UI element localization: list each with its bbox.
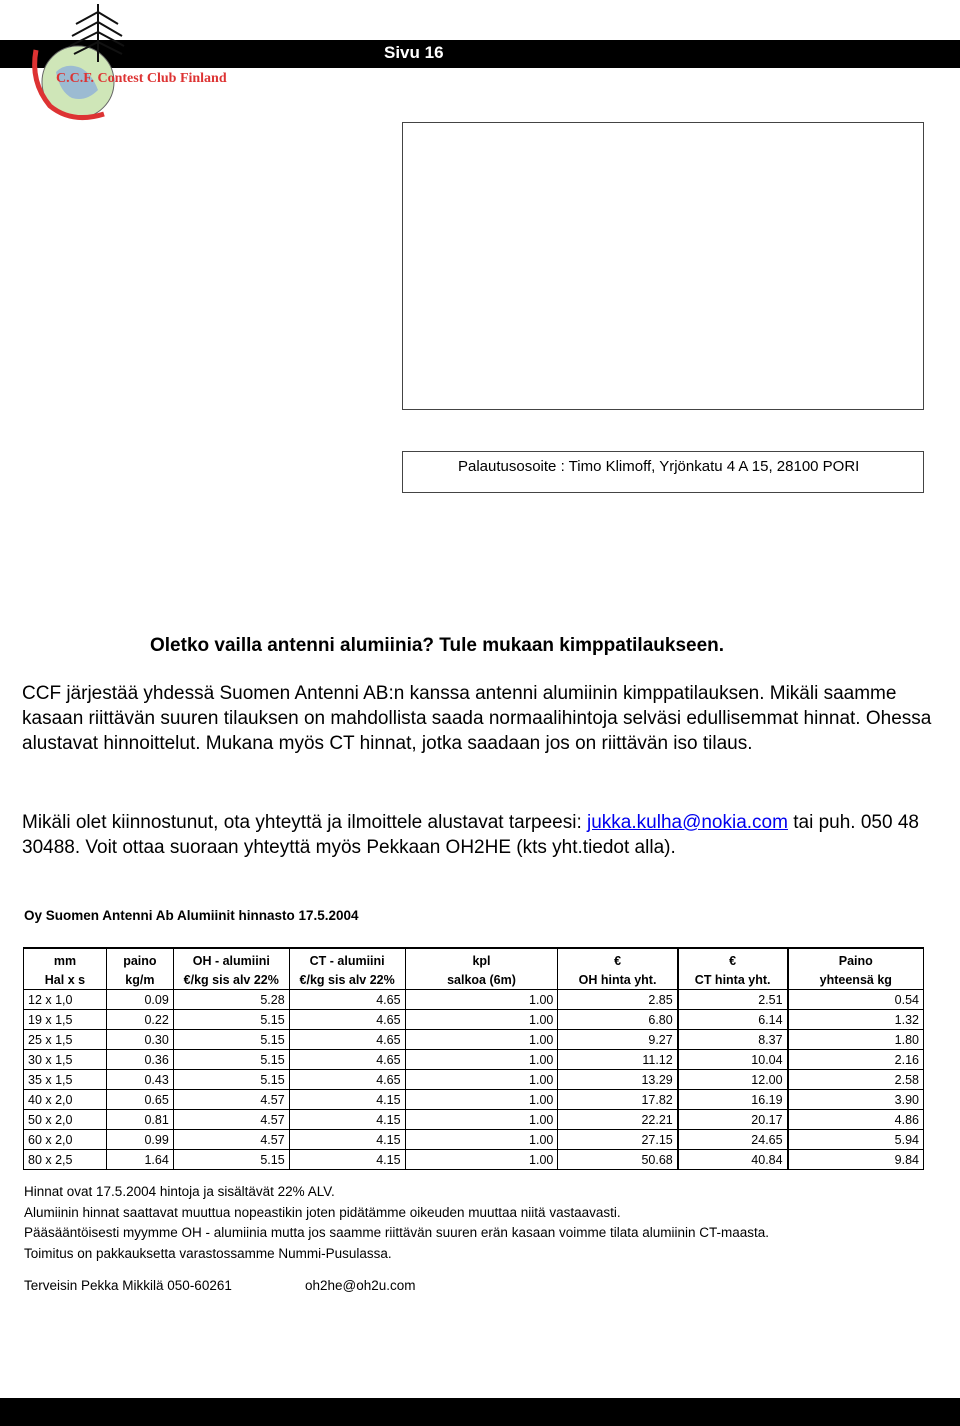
- table-row: [24, 1110, 924, 1130]
- table-cell: 6.14: [678, 1010, 788, 1030]
- col-header: mm: [24, 948, 107, 970]
- table-cell: 27.15: [558, 1130, 678, 1150]
- table-cell: 11.12: [558, 1050, 678, 1070]
- table-cell: 60 x 2,0: [24, 1130, 107, 1150]
- table-cell: 5.28: [173, 990, 289, 1010]
- table-cell: 9.84: [788, 1150, 924, 1170]
- table-cell: 1.00: [405, 1070, 558, 1090]
- header-bar: [0, 40, 960, 68]
- col-subheader: salkoa (6m): [405, 970, 558, 990]
- table-cell: 40 x 2,0: [24, 1090, 107, 1110]
- table-cell: 12.00: [678, 1070, 788, 1090]
- table-cell: 1.80: [788, 1030, 924, 1050]
- table-cell: 13.29: [558, 1070, 678, 1090]
- table-cell: 1.00: [405, 1090, 558, 1110]
- table-cell: 5.15: [173, 1030, 289, 1050]
- table-cell: 2.85: [558, 990, 678, 1010]
- table-cell: 0.54: [788, 990, 924, 1010]
- table-cell: 4.65: [289, 1070, 405, 1090]
- table-cell: 5.94: [788, 1130, 924, 1150]
- table-cell: 1.00: [405, 1050, 558, 1070]
- table-cell: 1.32: [788, 1010, 924, 1030]
- table-cell: 4.65: [289, 1010, 405, 1030]
- table-cell: 3.90: [788, 1090, 924, 1110]
- table-cell: 19 x 1,5: [24, 1010, 107, 1030]
- table-cell: 1.00: [405, 1110, 558, 1130]
- table-cell: 4.15: [289, 1150, 405, 1170]
- note-line: Pääsääntöisesti myymme OH - alumiinia mutta jos saamme riittävän suuren erän kasaan voimme tilata alumiinin CT-maasta.: [24, 1225, 770, 1240]
- image-placeholder-box: [402, 122, 924, 410]
- table-header-row-2: [24, 970, 924, 990]
- table-header-row-1: [24, 948, 924, 970]
- col-header: CT - alumiini: [289, 948, 405, 970]
- table-cell: 30 x 1,5: [24, 1050, 107, 1070]
- col-header: kpl: [405, 948, 558, 970]
- table-row: [24, 1050, 924, 1070]
- table-cell: 35 x 1,5: [24, 1070, 107, 1090]
- signature-email: oh2he@oh2u.com: [305, 1278, 416, 1293]
- table-cell: 4.57: [173, 1130, 289, 1150]
- col-subheader: €/kg sis alv 22%: [289, 970, 405, 990]
- table-cell: 0.81: [106, 1110, 173, 1130]
- table-row: [24, 1150, 924, 1170]
- table-cell: 4.57: [173, 1110, 289, 1130]
- paragraph-2-tail: tai puh. 050 48 30488. Voit ottaa suoraan yhteyttä myös Pekkaan OH2HE (kts yht.tiedot alla).: [22, 812, 919, 858]
- table-cell: 0.43: [106, 1070, 173, 1090]
- table-cell: 6.80: [558, 1010, 678, 1030]
- table-cell: 5.15: [173, 1070, 289, 1090]
- table-cell: 25 x 1,5: [24, 1030, 107, 1050]
- table-cell: 16.19: [678, 1090, 788, 1110]
- table-row: [24, 1130, 924, 1150]
- table-cell: 1.00: [405, 1010, 558, 1030]
- table-cell: 0.99: [106, 1130, 173, 1150]
- article-headline: Oletko vailla antenni alumiinia? Tule mukaan kimppatilaukseen.: [150, 635, 725, 656]
- table-cell: 4.57: [173, 1090, 289, 1110]
- col-header: €: [678, 948, 788, 970]
- paragraph-2-text: Mikäli olet kiinnostunut, ota yhteyttä ja ilmoittele alustavat tarpeesi:: [22, 812, 588, 833]
- price-notes: [24, 1182, 769, 1264]
- col-header: Paino: [788, 948, 924, 970]
- table-cell: 8.37: [678, 1030, 788, 1050]
- table-cell: 1.00: [405, 1130, 558, 1150]
- table-row: [24, 990, 924, 1010]
- table-cell: 4.15: [289, 1110, 405, 1130]
- note-line: Toimitus on pakkauksetta varastossamme Nummi-Pusulassa.: [24, 1245, 392, 1261]
- contact-email-link[interactable]: jukka.kulha@nokia.com: [587, 812, 788, 833]
- table-cell: 5.15: [173, 1010, 289, 1030]
- article-paragraph-1: CCF järjestää yhdessä Suomen Antenni AB:n kanssa antenni alumiinin kimppatilauksen. Mikäli saamme kasaan riittävän suuren tilauksen on mahdollista saada normaalihintoja selväsi edullisemmat hinnat. Ohessa alustavat hinnoittelut. Mukana myös CT hinnat, jotka saadaan jos on riittävän iso tilaus.: [22, 683, 932, 754]
- table-cell: 2.16: [788, 1050, 924, 1070]
- table-cell: 1.64: [106, 1150, 173, 1170]
- table-cell: 4.86: [788, 1110, 924, 1130]
- table-cell: 40.84: [678, 1150, 788, 1170]
- table-cell: 17.82: [558, 1090, 678, 1110]
- table-cell: 5.15: [173, 1050, 289, 1070]
- ccf-logo: [26, 2, 227, 122]
- table-cell: 10.04: [678, 1050, 788, 1070]
- col-subheader: OH hinta yht.: [558, 970, 678, 990]
- footer-bar: [0, 1398, 960, 1426]
- col-header: €: [558, 948, 678, 970]
- table-cell: 2.58: [788, 1070, 924, 1090]
- table-cell: 0.22: [106, 1010, 173, 1030]
- table-cell: 4.15: [289, 1130, 405, 1150]
- table-row: [24, 1030, 924, 1050]
- return-address: Palautusosoite : Timo Klimoff, Yrjönkatu 4 A 15, 28100 PORI: [458, 458, 860, 475]
- table-cell: 5.15: [173, 1150, 289, 1170]
- table-cell: 0.65: [106, 1090, 173, 1110]
- table-row: [24, 1010, 924, 1030]
- price-table-title: Oy Suomen Antenni Ab Alumiinit hinnasto 17.5.2004: [24, 908, 359, 923]
- table-cell: 24.65: [678, 1130, 788, 1150]
- col-subheader: Hal x s: [24, 970, 107, 990]
- table-cell: 4.65: [289, 1050, 405, 1070]
- table-cell: 22.21: [558, 1110, 678, 1130]
- table-cell: 2.51: [678, 990, 788, 1010]
- page-number: Sivu 16: [384, 43, 444, 62]
- table-cell: 50 x 2,0: [24, 1110, 107, 1130]
- signature: Terveisin Pekka Mikkilä 050-60261: [24, 1278, 232, 1293]
- table-cell: 0.30: [106, 1030, 173, 1050]
- table-cell: 9.27: [558, 1030, 678, 1050]
- table-cell: 12 x 1,0: [24, 990, 107, 1010]
- article-paragraph-2: [22, 810, 942, 860]
- table-cell: 1.00: [405, 1030, 558, 1050]
- table-row: [24, 1090, 924, 1110]
- table-cell: 4.15: [289, 1090, 405, 1110]
- col-subheader: €/kg sis alv 22%: [173, 970, 289, 990]
- table-cell: 0.09: [106, 990, 173, 1010]
- col-header: OH - alumiini: [173, 948, 289, 970]
- table-row: [24, 1070, 924, 1090]
- table-cell: 0.36: [106, 1050, 173, 1070]
- col-subheader: kg/m: [106, 970, 173, 990]
- table-cell: 80 x 2,5: [24, 1150, 107, 1170]
- table-cell: 4.65: [289, 990, 405, 1010]
- table-cell: 20.17: [678, 1110, 788, 1130]
- col-subheader: yhteensä kg: [788, 970, 924, 990]
- table-cell: 1.00: [405, 1150, 558, 1170]
- table-cell: 1.00: [405, 990, 558, 1010]
- note-line: Alumiinin hinnat saattavat muuttua nopeastikin joten pidätämme oikeuden muuttaa niitä vastaavasti.: [24, 1204, 621, 1220]
- price-table: [23, 947, 924, 1170]
- table-cell: 50.68: [558, 1150, 678, 1170]
- note-line: Hinnat ovat 17.5.2004 hintoja ja sisältävät 22% ALV.: [24, 1184, 335, 1199]
- col-header: paino: [106, 948, 173, 970]
- col-subheader: CT hinta yht.: [678, 970, 788, 990]
- logo-text: C.C.F. Contest Club Finland: [56, 71, 227, 86]
- table-cell: 4.65: [289, 1030, 405, 1050]
